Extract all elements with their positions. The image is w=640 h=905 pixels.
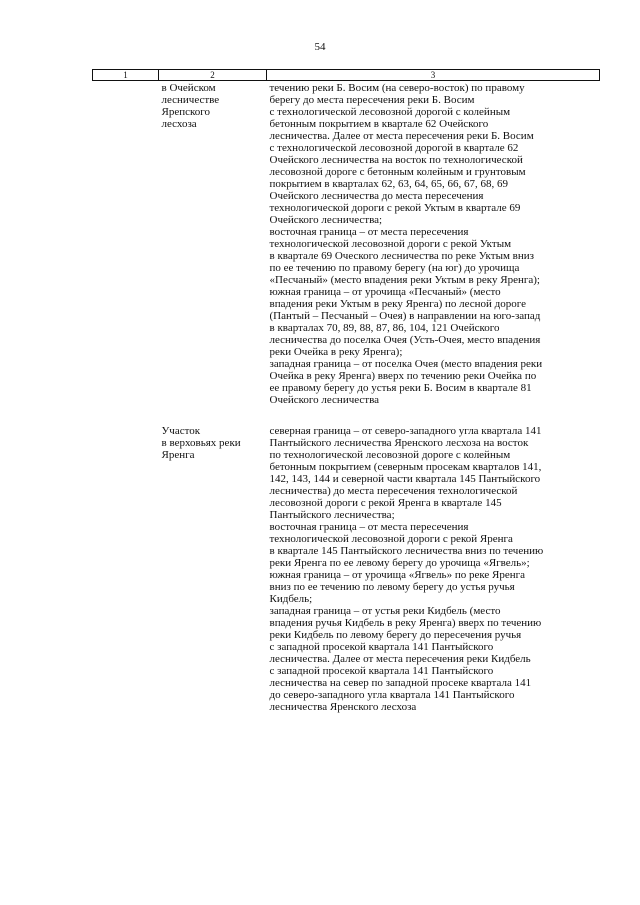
text-line: южная граница – от урочища «Ягвель» по реке Яренга [269,569,526,581]
text-line: берегу до места пересечения реки Б. Восим [269,94,475,106]
text-line: западная граница – от поселка Очея (место впадения реки [269,358,543,370]
text-line: в квартале 69 Оческого лесничества по реке Уктым вниз [269,250,534,262]
text-line: южная граница – от урочища «Песчаный» (место [269,286,501,298]
text-line: лесничества) до места пересечения технологической [269,485,518,497]
text-line: реки Очейка в реку Яренга); [269,346,403,358]
area-name-cell [159,81,267,407]
text-line: лесовозной дороге с бетонным колейным и грунтовым [269,166,526,178]
text-line: лесничества. Далее от места пересечения реки Б. Восим [269,130,534,142]
text-line: Очейка в реку Яренга) вверх по течению реки Очейка по [269,370,537,382]
text-line: Очейского лесничества на восток по технологической [269,154,523,166]
text-line: лесничества. Далее от места пересечения реки Кидбель [269,653,531,665]
text-line: лесничества до поселка Очея (Усть-Очея, место впадения [269,334,541,346]
text-line: с технологической лесовозной дорогой в квартале 62 [269,142,519,154]
text-line: бетонным покрытием в квартале 62 Очейского [269,118,489,130]
page-number: 54 [314,41,326,53]
text-line: в верховьях реки [161,437,241,449]
text-line: Пантыйского лесничества Яренского лесхоза на восток [269,437,529,449]
text-line: «Песчаный» (место впадения реки Уктым в реку Яренга); [269,274,540,286]
text-line: вниз по ее течению по левому берегу до устья ручья [269,581,515,593]
text-line: в Очейском [161,82,216,94]
text-line: с технологической лесовозной дорогой с колейным [269,106,511,118]
text-line: восточная граница – от места пересечения [269,521,469,533]
text-line: лесничества на север по западной просеке квартала 141 [269,677,532,689]
text-line: лесничестве [161,94,220,106]
text-line: Очейского лесничества до места пересечения [269,190,484,202]
text-line: по технологической лесовозной дороге с колейным [269,449,511,461]
text-line: в кварталах 70, 89, 88, 87, 86, 104, 121 Очейского [269,322,500,334]
text-line: Яренга [161,449,195,461]
text-line: реки Кидбель по левому берегу до пересечения ручья [269,629,522,641]
table-row [93,424,600,713]
header-col-3: 3 [267,70,600,81]
text-line: бетонным покрытием (северным просекам кварталов 141, [269,461,542,473]
text-line: северная граница – от северо-западного угла квартала 141 [269,425,542,437]
text-line: технологической дороги с рекой Уктым в квартале 69 [269,202,521,214]
row-spacer [93,406,600,424]
header-col-2: 2 [159,70,267,81]
boundary-table [92,69,600,713]
text-line: лесовозной дороги с рекой Яренга в квартале 145 [269,497,502,509]
text-line: в квартале 145 Пантыйского лесничества вниз по течению [269,545,544,557]
text-line: лесничества Яренского лесхоза [269,701,417,713]
text-line: западная граница – от устья реки Кидбель (место [269,605,501,617]
text-line: с западной просекой квартала 141 Пантыйского [269,665,494,677]
text-line: ее правому берегу до устья реки Б. Восим в квартале 81 [269,382,532,394]
table-header [93,70,600,81]
text-line: впадения ручья Кидбель в реку Яренга) вверх по течению [269,617,542,629]
table-row [93,81,600,407]
text-line: по ее течению по правому берегу (на юг) до урочища [269,262,520,274]
text-line: покрытием в кварталах 62, 63, 64, 65, 66, 67, 68, 69 [269,178,509,190]
text-line: Кидбель; [269,593,313,605]
text-line: (Пантый – Песчаный – Очея) в направлении на юго-запад [269,310,541,322]
text-line: с западной просекой квартала 141 Пантыйского [269,641,494,653]
text-line: до северо-западного угла квартала 141 Пантыйского [269,689,515,701]
header-row [93,70,600,81]
row-number-cell [93,424,159,713]
text-line: технологической лесовозной дороги с рекой Уктым [269,238,512,250]
area-name-cell [159,424,267,713]
row-number-cell [93,81,159,407]
text-line: восточная граница – от места пересечения [269,226,469,238]
header-col-1: 1 [93,70,159,81]
boundary-description-cell [267,424,600,713]
boundary-description-cell [267,81,600,407]
text-line: Ярепского [161,106,211,118]
text-line: лесхоза [161,118,197,130]
text-line: Пантыйского лесничества; [269,509,395,521]
text-line: течению реки Б. Восим (на северо-восток) по правому [269,82,525,94]
text-line: впадения реки Уктым в реку Яренга) по лесной дороге [269,298,527,310]
text-line: реки Яренга по ее левому берегу до урочища «Ягвель»; [269,557,530,569]
text-line: технологической лесовозной дороги с рекой Яренга [269,533,513,545]
text-line: Очейского лесничества; [269,214,383,226]
text-line: 142, 143, 144 и северной части квартала 145 Пантыйского [269,473,541,485]
text-line: Очейского лесничества [269,394,380,406]
text-line: Участок [161,425,201,437]
